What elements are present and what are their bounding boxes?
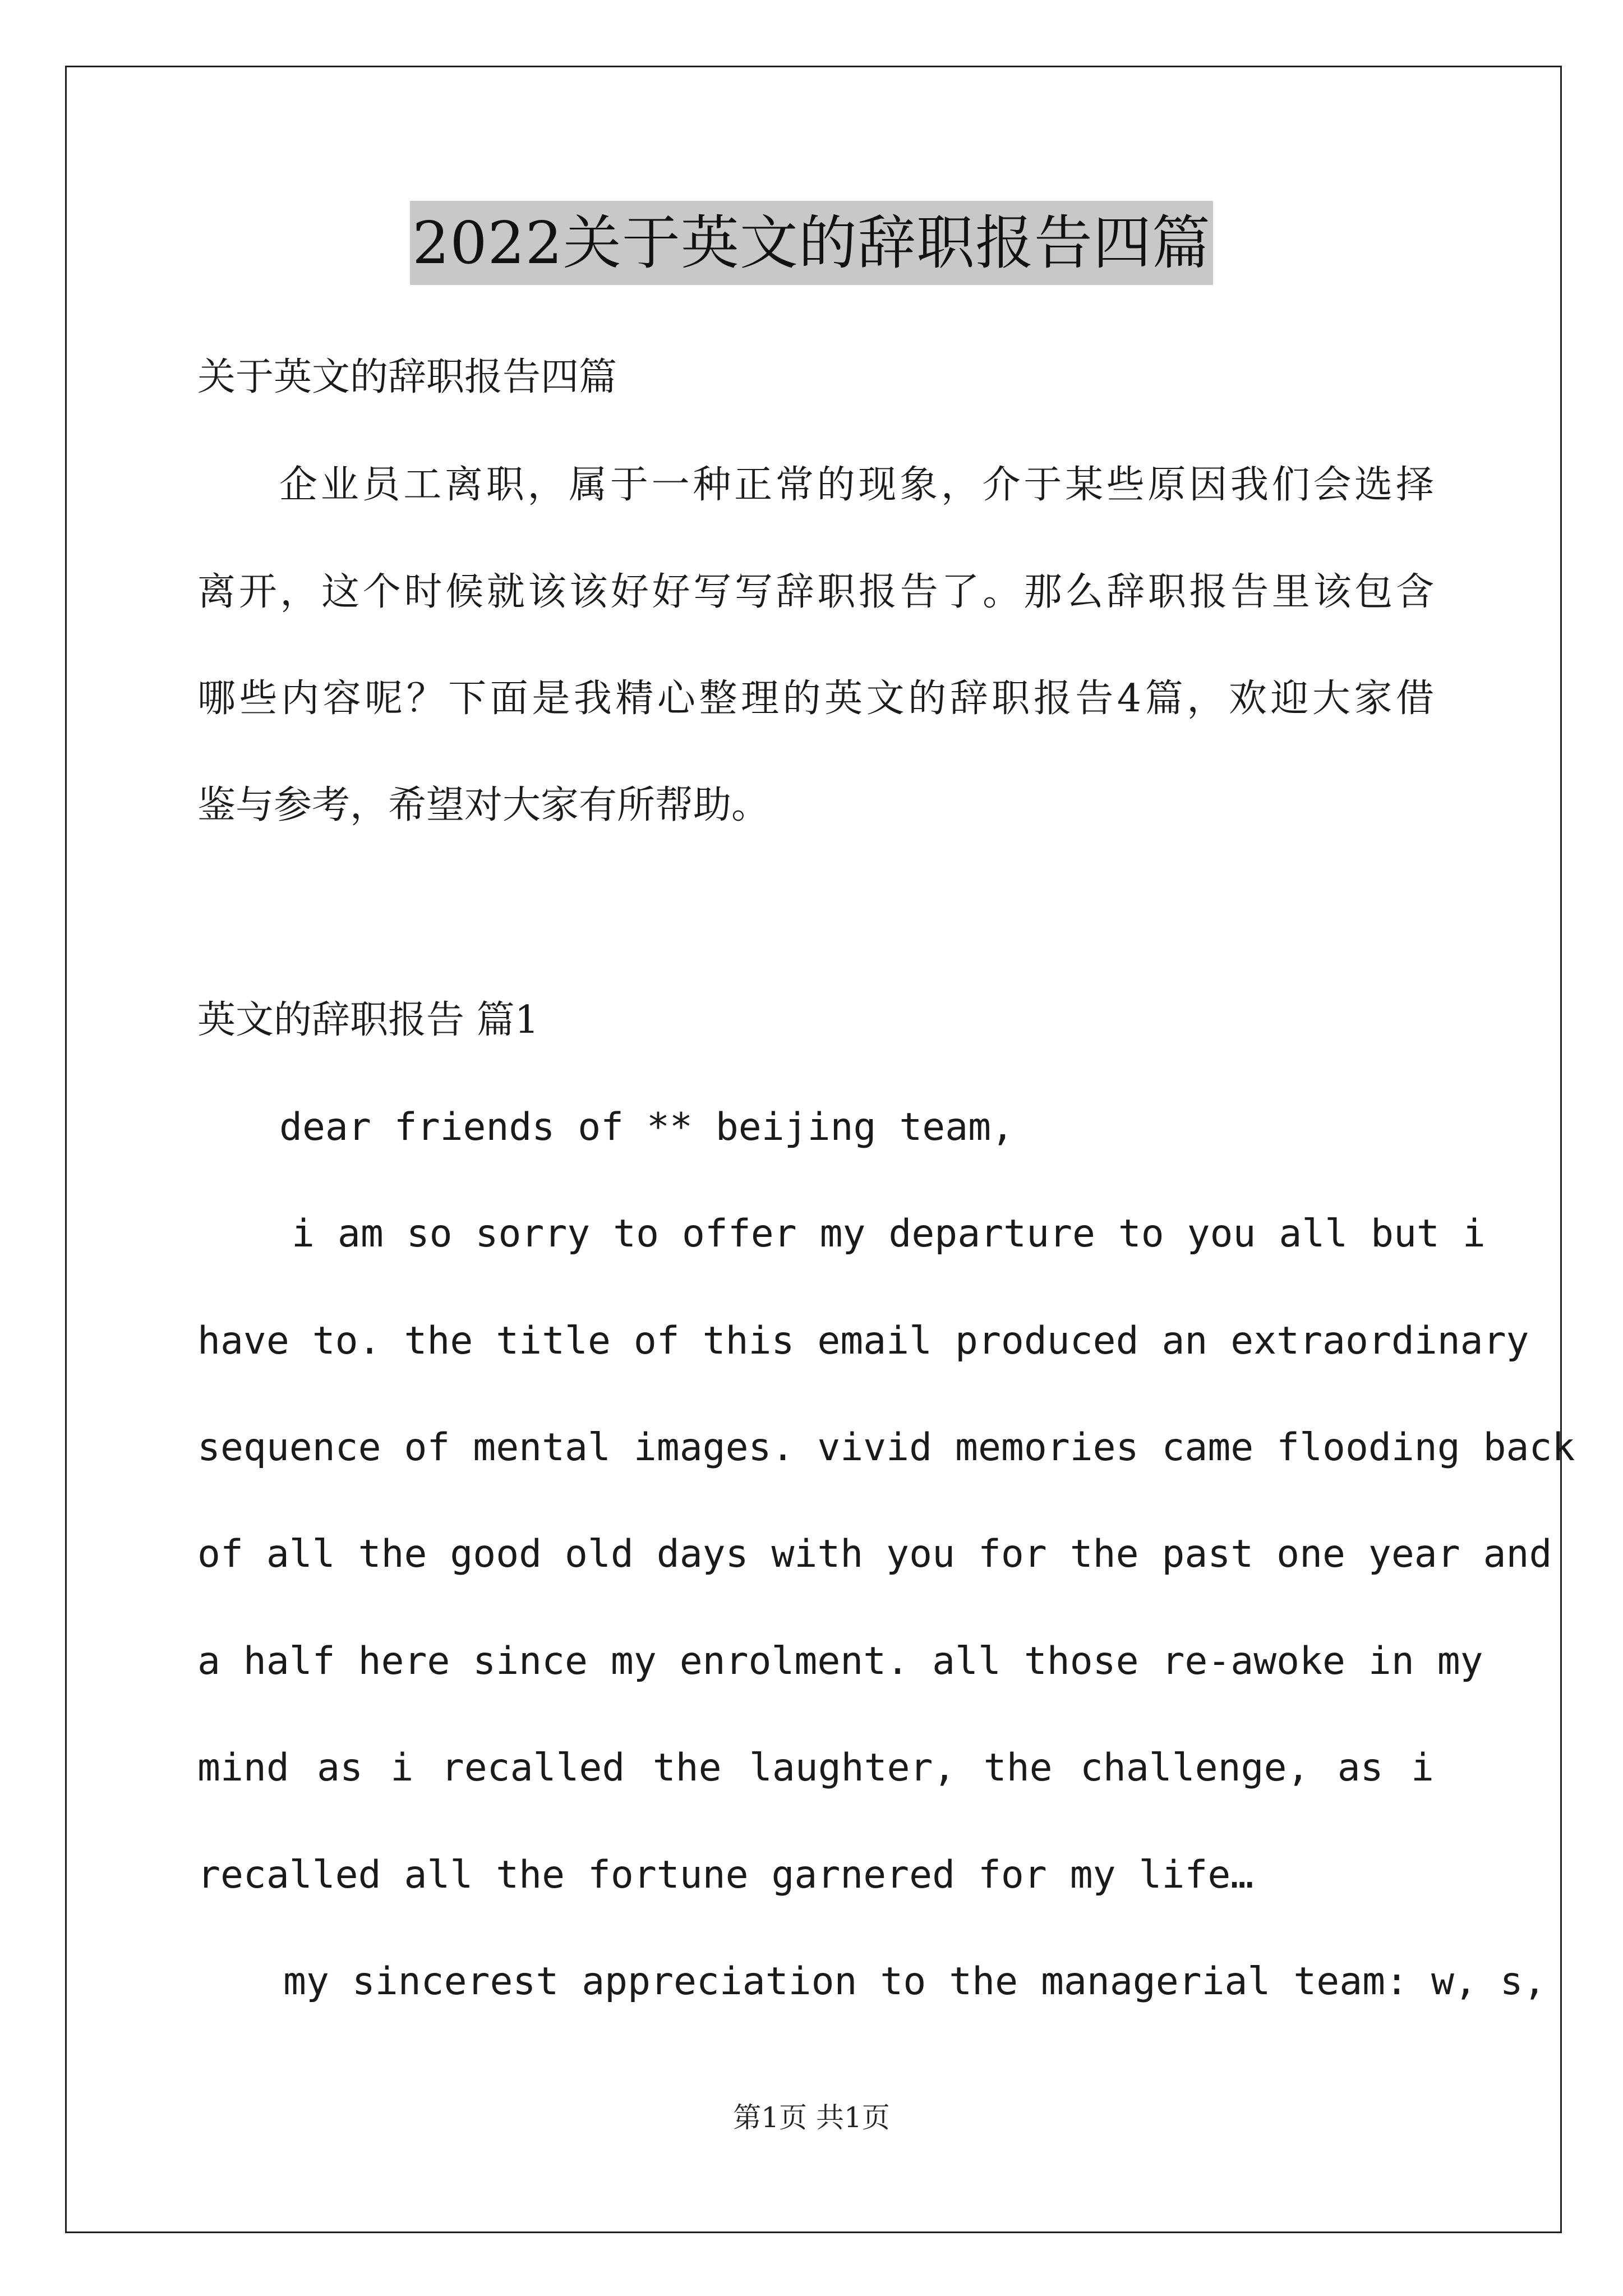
body-line: mind as i recalled the laughter, the challenge, as i (197, 1746, 1434, 1790)
document-title: 2022关于英文的辞职报告四篇 (410, 201, 1213, 285)
body-line: have to. the title of this email produced an extraordinary (197, 1319, 1529, 1363)
title-container (0, 201, 1623, 285)
section-heading: 英文的辞职报告 篇1 (197, 998, 539, 1042)
letter-greeting: dear friends of ** beijing team, (279, 1105, 1015, 1149)
intro-line: 哪些内容呢？下面是我精心整理的英文的辞职报告4篇，欢迎大家借 (197, 677, 1434, 721)
intro-line: 鉴与参考，希望对大家有所帮助。 (197, 783, 770, 827)
body-line-last: my sincerest appreciation to the managerial team: w, s, (283, 1959, 1546, 2004)
intro-line: 离开，这个时候就该该好好写写辞职报告了。那么辞职报告里该包含 (197, 570, 1434, 614)
document-subtitle: 关于英文的辞职报告四篇 (197, 355, 617, 399)
body-line: recalled all the fortune garnered for my life… (197, 1853, 1254, 1897)
intro-line: 企业员工离职，属于一种正常的现象，介于某些原因我们会选择 (279, 463, 1434, 507)
body-line: a half here since my enrolment. all those re-awoke in my (197, 1639, 1483, 1683)
page-footer: 第1页 共1页 (733, 2101, 890, 2134)
body-line: of all the good old days with you for the past one year and (197, 1532, 1552, 1576)
body-line: sequence of mental images. vivid memories came flooding back (197, 1425, 1575, 1470)
body-line: i am so sorry to offer my departure to you all but i (292, 1212, 1486, 1256)
